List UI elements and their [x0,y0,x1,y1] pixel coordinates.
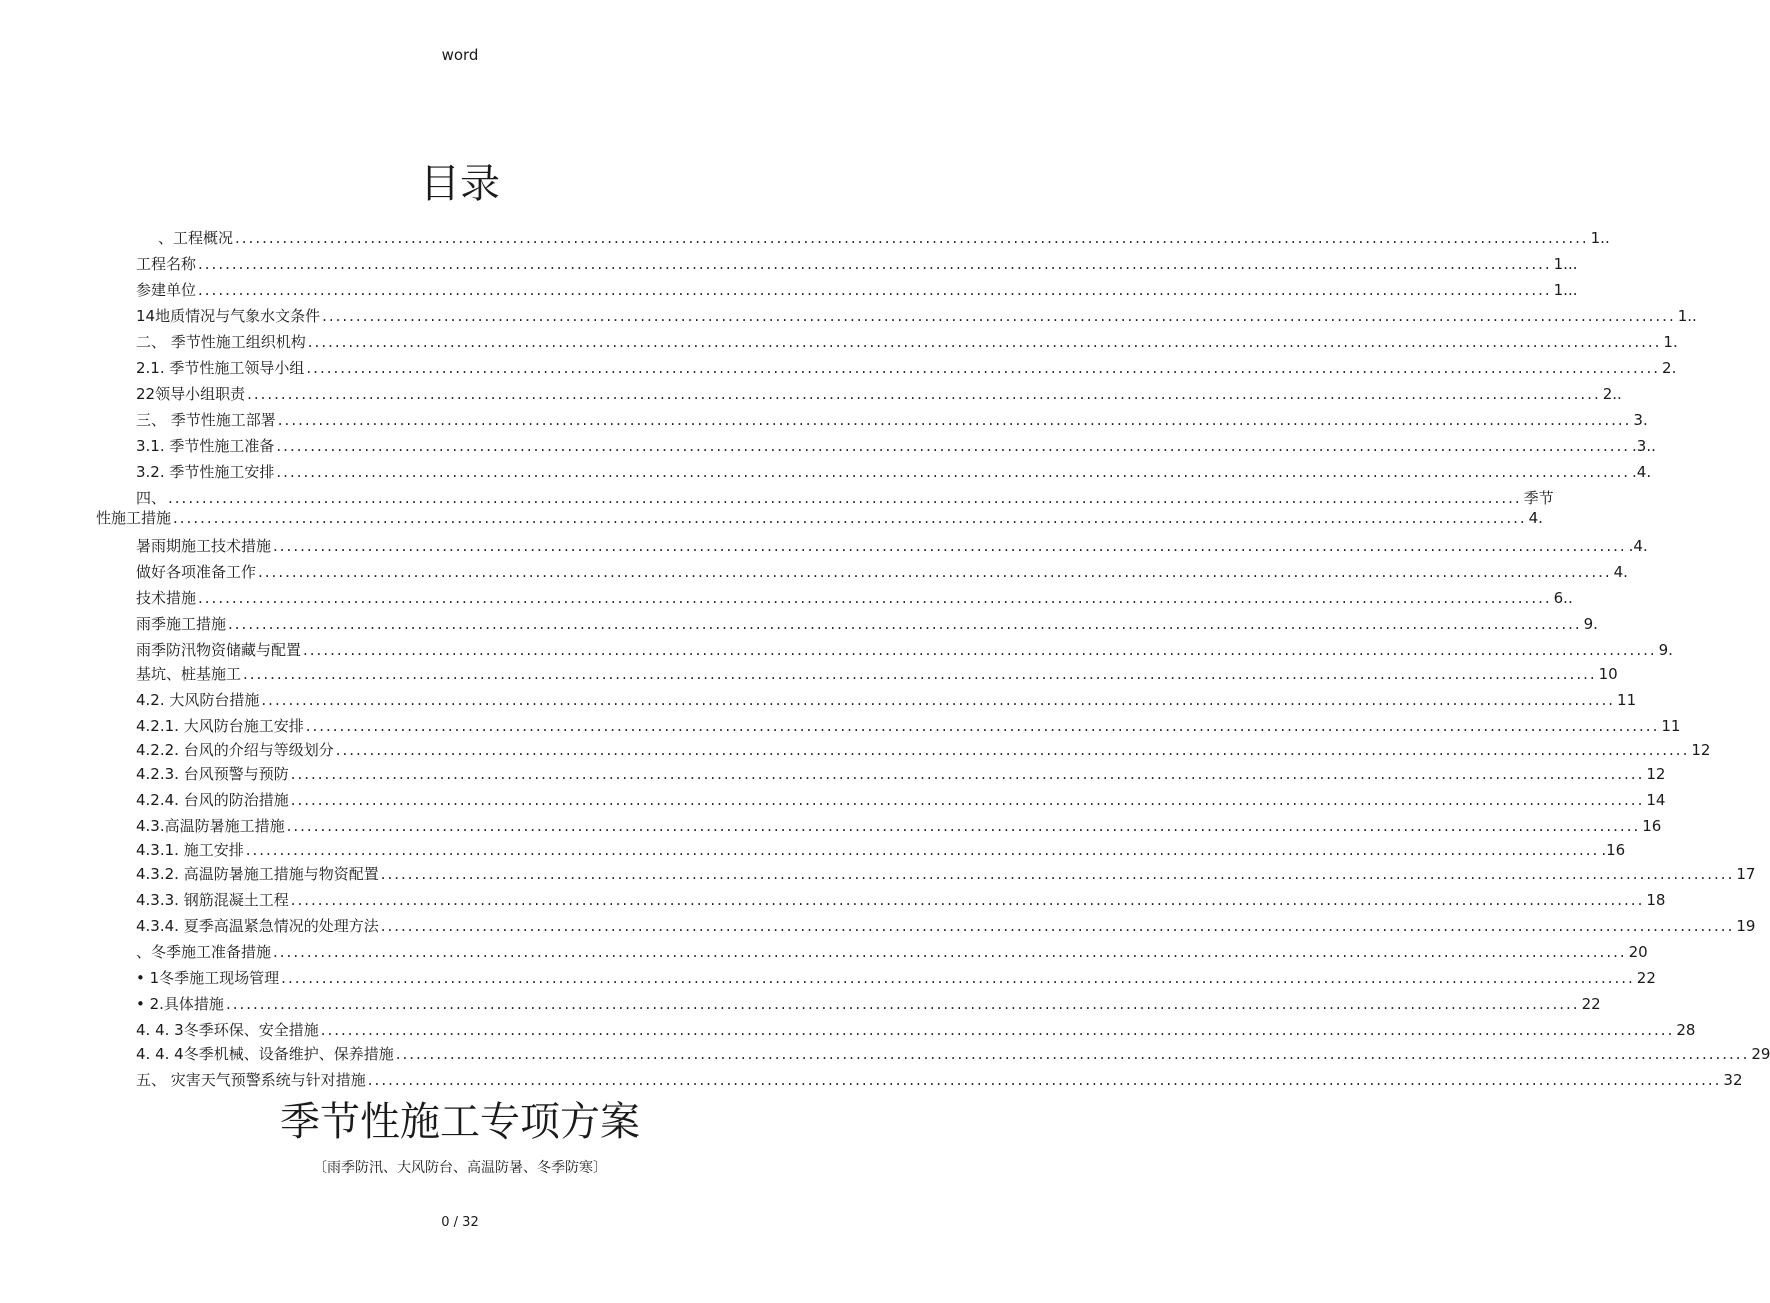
toc-entry-label: 4. 4. 3冬季环保、安全措施 [136,1021,319,1039]
toc-entry[interactable] [136,888,1666,910]
toc-entry-page: 季节 [1523,489,1554,507]
toc-leader-dots: ........................................................................................................................................................................................................ [290,791,1645,809]
toc-leader-dots: ........................................................................................................................................................................................................ [173,509,1527,527]
toc-entry-label: 4.3.2. 高温防暑施工措施与物资配置 [136,865,379,883]
toc-entry-page: 4. [1528,509,1543,527]
toc-entry-label: 技术措施 [136,589,197,607]
toc-entry[interactable] [136,788,1666,810]
page-number: 0 / 32 [441,1215,479,1230]
toc-entry-page: 2. [1662,359,1677,377]
toc-entry-label: 4.2. 大风防台措施 [136,691,260,709]
toc-entry[interactable] [158,226,1610,248]
toc-leader-dots: ........................................................................................................................................................................................................ [335,741,1690,759]
toc-entry-label: 22领导小组职责 [136,385,246,403]
toc-leader-dots: ........................................................................................................................................................................................................ [225,995,1580,1013]
toc-entry-label: 2.1. 季节性施工领导小组 [136,359,305,377]
toc-entry-page: 2.. [1602,385,1622,403]
toc-entry[interactable] [136,714,1681,736]
toc-entry-label: 4.3.3. 钢筋混凝土工程 [136,891,289,909]
toc-entry-label: 4.2.1. 大风防台施工安排 [136,717,304,735]
toc-entry-label: 4.2.3. 台风预警与预防 [136,765,289,783]
toc-entry-label: 参建单位 [136,281,197,299]
toc-entry[interactable] [136,460,1652,482]
toc-entry[interactable] [136,688,1637,710]
toc-entry[interactable] [136,612,1598,634]
toc-entry-label: 工程名称 [136,255,197,273]
toc-entry[interactable] [136,330,1678,352]
toc-entry-page: 12 [1691,741,1711,759]
toc-entry[interactable] [136,992,1601,1014]
toc-entry[interactable] [136,1068,1743,1090]
toc-entry-label: 三、 季节性施工部署 [136,411,276,429]
toc-entry[interactable] [136,486,1554,508]
toc-entry-page: 4. [1613,563,1628,581]
toc-entry-label: 二、 季节性施工组织机构 [136,333,306,351]
toc-entry-page: 14 [1646,791,1666,809]
toc-leader-dots: ........................................................................................................................................................................................................ [277,411,1632,429]
toc-leader-dots: ........................................................................................................................................................................................................ [235,229,1589,247]
toc-entry-page: 1.. [1590,229,1610,247]
toc-entry-page: 10 [1598,665,1618,683]
toc-entry-page: 1... [1553,255,1578,273]
toc-leader-dots: ........................................................................................................................................................................................................ [286,817,1641,835]
toc-leader-dots: ........................................................................................................................................................................................................ [198,281,1552,299]
toc-entry-page: 20 [1628,943,1648,961]
toc-entry[interactable] [136,356,1677,378]
toc-entry-page: 29 [1751,1045,1770,1063]
toc-leader-dots: ........................................................................................................................................................................................................ [228,615,1582,633]
toc-entry-page: 18 [1646,891,1666,909]
toc-entry-page: 1. [1663,333,1678,351]
toc-title: 目录 [420,161,500,207]
toc-entry[interactable] [136,862,1756,884]
toc-entry-page: 11 [1661,717,1681,735]
toc-leader-dots: ........................................................................................................................................................................................................ [273,943,1627,961]
toc-entry[interactable] [136,814,1662,836]
toc-entry-label: 4.2.4. 台风的防治措施 [136,791,289,809]
toc-entry-label: 、工程概况 [158,229,234,247]
toc-leader-dots: ........................................................................................................................................................................................................ [320,1021,1675,1039]
toc-entry[interactable] [136,966,1656,988]
toc-entry-label: 四、 [136,489,167,507]
toc-entry[interactable] [136,408,1648,430]
toc-entry-label: 五、 灾害天气预警系统与针对措施 [136,1071,366,1089]
toc-leader-dots: ........................................................................................................................................................................................................ [276,463,1631,481]
toc-entry-label: • 2.具体措施 [136,995,224,1013]
toc-entry-label: 基坑、桩基施工 [136,665,242,683]
toc-leader-dots: ........................................................................................................................................................................................................ [290,765,1645,783]
toc-entry[interactable] [136,838,1626,860]
toc-entry-page: 9. [1658,641,1673,659]
toc-leader-dots: ........................................................................................................................................................................................................ [322,307,1676,325]
toc-entry[interactable] [96,506,1543,528]
toc-entry-label: 4.3.4. 夏季高温紧急情况的处理方法 [136,917,379,935]
toc-entry-page: 28 [1676,1021,1696,1039]
toc-entry-page: 22 [1581,995,1601,1013]
toc-leader-dots: ........................................................................................................................................................................................................ [290,891,1645,909]
toc-entry-page: .4. [1628,537,1648,555]
toc-entry[interactable] [136,252,1578,274]
toc-entry-page: 11 [1617,691,1637,709]
toc-entry-page: 6.. [1553,589,1573,607]
toc-entry-page: .4. [1632,463,1652,481]
toc-entry[interactable] [136,738,1711,760]
toc-entry-page: 1... [1553,281,1578,299]
toc-entry-label: 暑雨期施工技术措施 [136,537,272,555]
toc-entry-page: 32 [1723,1071,1743,1089]
toc-entry[interactable] [136,434,1656,456]
toc-entry-label: 4. 4. 4冬季机械、设备维护、保养措施 [136,1045,394,1063]
toc-entry[interactable] [136,586,1573,608]
toc-leader-dots: ........................................................................................................................................................................................................ [198,255,1552,273]
toc-entry-page: 22 [1636,969,1656,987]
toc-entry-page: 19 [1736,917,1756,935]
toc-leader-dots: ........................................................................................................................................................................................................ [273,537,1627,555]
toc-leader-dots: ........................................................................................................................................................................................................ [303,641,1657,659]
toc-entry-label: 3.1. 季节性施工准备 [136,437,275,455]
document-title: 季节性施工专项方案 [280,1099,640,1145]
toc-entry-page: 3. [1633,411,1648,429]
toc-leader-dots: ........................................................................................................................................................................................................ [306,359,1661,377]
toc-entry-page: 9. [1583,615,1598,633]
toc-entry[interactable] [136,382,1622,404]
toc-entry-label: 14地质情况与气象水文条件 [136,307,321,325]
toc-leader-dots: ........................................................................................................................................................................................................ [380,917,1735,935]
toc-entry-page: .3.. [1632,437,1656,455]
toc-leader-dots: ........................................................................................................................................................................................................ [305,717,1660,735]
toc-entry-page: 17 [1736,865,1756,883]
toc-entry[interactable] [136,560,1628,582]
toc-entry-label: 性施工措施 [96,509,172,527]
toc-leader-dots: ........................................................................................................................................................................................................ [367,1071,1722,1089]
toc-entry-label: 4.3.高温防暑施工措施 [136,817,285,835]
toc-leader-dots: ........................................................................................................................................................................................................ [168,489,1522,507]
toc-leader-dots: ........................................................................................................................................................................................................ [276,437,1631,455]
toc-entry-label: 4.3.1. 施工安排 [136,841,244,859]
toc-leader-dots: ........................................................................................................................................................................................................ [380,865,1735,883]
toc-entry-page: 1.. [1677,307,1697,325]
toc-leader-dots: ........................................................................................................................................................................................................ [281,969,1635,987]
toc-entry[interactable] [136,762,1666,784]
toc-entry[interactable] [136,1042,1770,1064]
toc-leader-dots: ........................................................................................................................................................................................................ [395,1045,1750,1063]
toc-leader-dots: ........................................................................................................................................................................................................ [247,385,1601,403]
toc-leader-dots: ........................................................................................................................................................................................................ [258,563,1612,581]
document-subtitle: 〔雨季防汛、大风防台、高温防暑、冬季防寒〕 [313,1160,607,1176]
toc-entry[interactable] [136,278,1578,300]
toc-leader-dots: ........................................................................................................................................................................................................ [243,665,1597,683]
toc-entry-label: 做好各项准备工作 [136,563,257,581]
toc-entry-page: 12 [1646,765,1666,783]
toc-entry-page: 16 [1642,817,1662,835]
toc-leader-dots: ........................................................................................................................................................................................................ [307,333,1662,351]
toc-entry[interactable] [136,304,1697,326]
toc-entry-label: 雨季施工措施 [136,615,227,633]
toc-entry[interactable] [136,662,1618,684]
toc-entry-label: • 1冬季施工现场管理 [136,969,280,987]
toc-entry[interactable] [136,940,1648,962]
toc-entry-label: 3.2. 季节性施工安排 [136,463,275,481]
toc-entry[interactable] [136,1018,1696,1040]
toc-leader-dots: ........................................................................................................................................................................................................ [245,841,1600,859]
toc-entry-label: 、冬季施工准备措施 [136,943,272,961]
toc-entry[interactable] [136,914,1756,936]
page-header: word [441,46,479,64]
toc-entry-page: .16 [1601,841,1626,859]
toc-leader-dots: ........................................................................................................................................................................................................ [261,691,1616,709]
toc-entry-label: 雨季防汛物资储藏与配置 [136,641,302,659]
toc-entry-label: 4.2.2. 台风的介绍与等级划分 [136,741,334,759]
toc-leader-dots: ........................................................................................................................................................................................................ [198,589,1552,607]
toc-entry[interactable] [136,534,1648,556]
toc-entry[interactable] [136,638,1673,660]
